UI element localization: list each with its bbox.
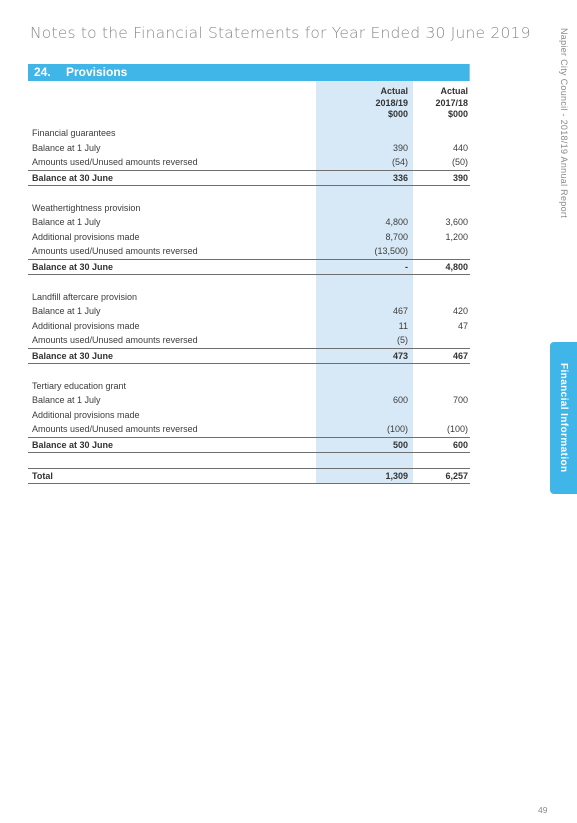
- table-row: [28, 155, 470, 170]
- cell-label: Balance at 1 July: [32, 395, 101, 406]
- table-row: [28, 304, 470, 319]
- cell-label: Balance at 30 June: [32, 439, 114, 450]
- cell-value-2017-18: 4,800: [445, 261, 468, 272]
- cell-label: Balance at 30 June: [32, 261, 114, 272]
- cell-label: Total: [32, 470, 53, 481]
- cell-value-2017-18: 440: [452, 142, 468, 153]
- cell-value-2017-18: (50): [451, 157, 468, 168]
- section-title-row: [28, 201, 470, 216]
- section-title: Weathertightness provision: [32, 202, 141, 213]
- table-row: [28, 230, 470, 245]
- provisions-table: [28, 81, 470, 484]
- column-header-line: Actual: [380, 86, 408, 96]
- cell-value-2018-19: (100): [386, 424, 408, 435]
- cell-value-2018-19: 600: [392, 395, 408, 406]
- cell-label: Balance at 1 July: [32, 217, 101, 228]
- table-row: [28, 141, 470, 156]
- cell-value-2018-19: 1,309: [385, 470, 408, 481]
- section-title: Landfill aftercare provision: [32, 291, 138, 302]
- report-name: Napier City Council - 2018/19 Annual Report: [559, 28, 569, 218]
- note-title: Provisions: [66, 65, 128, 79]
- cell-value-2018-19: 336: [392, 172, 408, 183]
- cell-value-2017-18: 390: [452, 172, 468, 183]
- column-header-2018-19: [316, 86, 408, 121]
- cell-value-2018-19: 390: [392, 142, 408, 153]
- table-body: [28, 126, 470, 484]
- column-header-line: 2017/18: [435, 97, 468, 108]
- section-tab-label: Financial Information: [558, 363, 569, 473]
- cell-value-2018-19: 8,700: [385, 231, 408, 242]
- cell-value-2018-19: (5): [397, 335, 408, 346]
- column-header-2017-18: [408, 86, 468, 121]
- cell-label: Additional provisions made: [32, 320, 140, 331]
- table-header-row: [28, 81, 470, 126]
- note-header: [28, 64, 470, 81]
- cell-value-2018-19: (54): [391, 157, 408, 168]
- cell-value-2017-18: 47: [457, 320, 468, 331]
- column-header-line: $000: [447, 109, 468, 119]
- cell-value-2017-18: 700: [452, 395, 468, 406]
- balance-row: [28, 348, 470, 365]
- header-divider: [469, 64, 470, 81]
- cell-value-2017-18: 467: [452, 350, 468, 361]
- cell-value-2017-18: 6,257: [445, 470, 468, 481]
- balance-row: [28, 259, 470, 276]
- cell-value-2017-18: 3,600: [445, 217, 468, 228]
- cell-label: Balance at 30 June: [32, 172, 114, 183]
- table-row: [28, 393, 470, 408]
- table-row: [28, 319, 470, 334]
- section-title: Financial guarantees: [32, 128, 116, 139]
- cell-value-2017-18: 1,200: [445, 231, 468, 242]
- cell-value-2018-19: (13,500): [374, 246, 408, 257]
- cell-value-2018-19: -: [405, 261, 408, 272]
- cell-value-2018-19: 500: [392, 439, 408, 450]
- cell-label: Amounts used/Unused amounts reversed: [32, 424, 198, 435]
- cell-label: Balance at 1 July: [32, 306, 101, 317]
- note-number: 24.: [34, 65, 51, 79]
- section-tab: [550, 342, 577, 494]
- cell-label: Balance at 1 July: [32, 142, 101, 153]
- table-row: [28, 244, 470, 259]
- section-title-row: [28, 379, 470, 394]
- grand-total-row: [28, 468, 470, 485]
- cell-label: Amounts used/Unused amounts reversed: [32, 246, 198, 257]
- page-number: 49: [538, 805, 548, 815]
- cell-value-2018-19: 11: [398, 320, 408, 331]
- cell-label: Additional provisions made: [32, 231, 140, 242]
- cell-value-2018-19: 467: [392, 306, 408, 317]
- cell-value-2017-18: (100): [446, 424, 468, 435]
- table-row: [28, 422, 470, 437]
- table-row: [28, 408, 470, 423]
- section-title-row: [28, 126, 470, 141]
- cell-label: Amounts used/Unused amounts reversed: [32, 335, 198, 346]
- table-row: [28, 215, 470, 230]
- cell-label: Additional provisions made: [32, 409, 140, 420]
- balance-row: [28, 170, 470, 187]
- cell-label: Balance at 30 June: [32, 350, 114, 361]
- provisions-note: [28, 64, 470, 484]
- column-header-line: 2018/19: [375, 97, 408, 108]
- column-header-line: $000: [387, 109, 408, 119]
- cell-value-2018-19: 473: [392, 350, 408, 361]
- section-title: Tertiary education grant: [32, 380, 127, 391]
- page-title: Notes to the Financial Statements for Year Ended 30 June 2019: [30, 24, 531, 42]
- table-row: [28, 333, 470, 348]
- cell-value-2017-18: 420: [452, 306, 468, 317]
- cell-label: Amounts used/Unused amounts reversed: [32, 157, 198, 168]
- balance-row: [28, 437, 470, 454]
- column-header-line: Actual: [440, 86, 468, 96]
- cell-value-2018-19: 4,800: [385, 217, 408, 228]
- cell-value-2017-18: 600: [452, 439, 468, 450]
- section-title-row: [28, 290, 470, 305]
